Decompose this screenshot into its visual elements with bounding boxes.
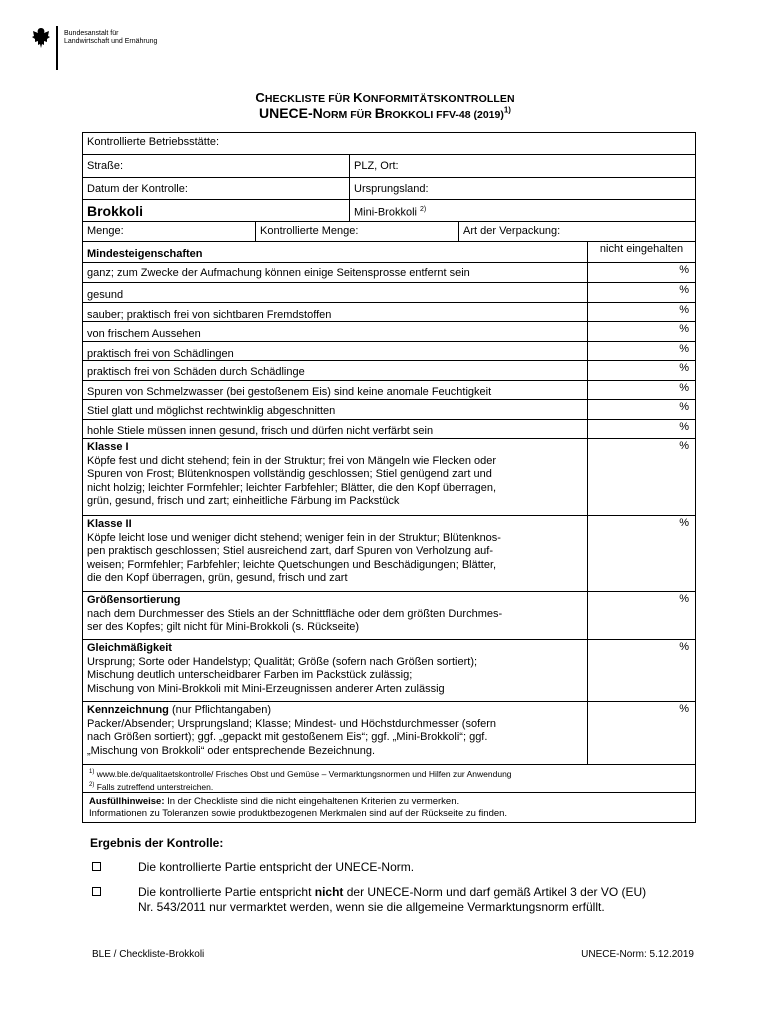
klasse1-row (83, 438, 695, 515)
klasse2-criteria: Klasse II Köpfe leicht lose und weniger dicht stehend; weniger fein in der Struktur; Blütenknos- pen praktisch geschlossen; Stiel ausreichend zart, darf Spuren von Verholzung auf- weisen; Formfehler; Farbfehler; leichte Quetschungen und Beschädigungen; Blätter, die den Kopf überragen, grün, gesund, frisch und zart (87, 518, 501, 585)
pct-field[interactable]: % (587, 381, 695, 399)
field-datum[interactable]: Datum der Kontrolle: (87, 183, 188, 195)
ausfuell-row (83, 792, 695, 822)
field-betriebsstaette[interactable]: Kontrollierte Betriebsstätte: (87, 136, 220, 148)
pct-field[interactable]: % (587, 516, 695, 591)
pct-field[interactable]: % (587, 303, 695, 321)
result-option-compliant (90, 860, 728, 875)
mindest-row (83, 380, 695, 399)
logo-divider (56, 26, 58, 70)
mindest-criterion: von frischem Aussehen (87, 328, 201, 340)
field-strasse[interactable]: Straße: (87, 160, 124, 172)
mindest-criterion: Stiel glatt und möglichst rechtwinklig abgeschnitten (87, 405, 336, 417)
mindest-criterion: gesund (87, 289, 124, 301)
mindest-row (83, 360, 695, 380)
row-produkt (83, 199, 695, 221)
mindest-criterion: praktisch frei von Schädlingen (87, 348, 234, 360)
pct-field[interactable]: % (587, 361, 695, 380)
pct-field[interactable]: % (587, 322, 695, 341)
kenn-row (83, 701, 695, 764)
pct-field[interactable]: % (587, 283, 695, 302)
mindest-heading: Mindesteigenschaften (87, 248, 203, 260)
field-menge[interactable]: Menge: (87, 225, 124, 237)
row-datum (83, 177, 695, 199)
klasse1-criteria: Klasse I Köpfe fest und dicht stehend; fein in der Struktur; frei von Mängeln wie Flecken oder Spuren von Frost; Blütenknospen vollständig geschlossen; Stiel genügend zart und nicht holzig; leichter Formfehler; leichter Farbfehler; Blätter, die den Kopf überragen, grün, gesund, frisch und zart; einheitliche Färbung im Packstück (87, 441, 497, 508)
field-verpackung[interactable]: Art der Verpackung: (458, 222, 695, 241)
gleich-row (83, 639, 695, 701)
mindest-criterion: hohle Stiele müssen innen gesund, frisch und dürfen nicht verfärbt sein (87, 425, 434, 437)
pct-field[interactable]: % (587, 640, 695, 701)
mindest-row (83, 302, 695, 321)
checklist-form (82, 132, 696, 823)
pct-field[interactable]: % (587, 592, 695, 639)
product-name: Brokkoli (87, 203, 144, 219)
nicht-eingehalten-header: nicht eingehalten (587, 242, 695, 262)
footnotes: $^{1)}$ www.ble.de/qualitaetskontrolle/ Frisches Obst und Gemüse – Vermarktungsnormen und Hilfen zur Anwendung $^{2)}$ Falls zutreffend unterstreichen. (89, 768, 512, 792)
result-section (90, 836, 728, 925)
gleich-criteria: Gleichmäßigkeit Ursprung; Sorte oder Handelstyp; Qualität; Größe (sofern nach Größen sortiert); Mischung deutlich unterscheidbarer Farben im Packstück zulässig; Mischung von Mini-Brokkoli mit Mini-Erzeugnissen anderer Arten zulässig (87, 642, 478, 695)
document-title-line2: UNECE-NORM FÜR BROKKOLI FFV-48 $(2019)^{1)}$ (259, 105, 511, 121)
org-name-line1: Bundesanstalt für (64, 30, 119, 37)
mindest-row (83, 399, 695, 419)
mindest-row (83, 282, 695, 302)
document-title-line1: CHECKLISTE FÜR KONFORMITÄTSKONTROLLEN (255, 90, 515, 105)
checkbox-noncompliant[interactable] (92, 887, 101, 896)
mindest-row (83, 419, 695, 438)
mindest-criterion: praktisch frei von Schäden durch Schädlinge (87, 366, 305, 378)
kenn-criteria: Kennzeichnung (nur Pflichtangaben) Packer/Absender; Ursprungsland; Klasse; Mindest- und Höchstdurchmesser (sofern nach Größen sortiert); ggf. „gepackt mit gestoßenem Eis“; ggf. „Mini-Brokkoli“; ggf. „Mischung von Brokkoli“ oder entsprechende Bezeichnung. (87, 704, 497, 757)
result-option-noncompliant: Die kontrollierte Partie entspricht nicht der UNECE-Norm und darf gemäß Artikel 3 der VO (EU) Nr. 543/2011 nur vermarktet werden, wenn sie die allgemeine Vermarktungsnorm erfüllt. (90, 885, 728, 915)
mindest-criterion: sauber; praktisch frei von sichtbaren Fremdstoffen (87, 309, 332, 321)
footer-right: UNECE-Norm: 5.12.2019 (581, 949, 694, 960)
pct-field[interactable]: % (587, 400, 695, 419)
result-heading: Ergebnis der Kontrolle: (90, 836, 224, 850)
field-kontrollierte-menge[interactable]: Kontrollierte Menge: (255, 222, 458, 241)
footer-left: BLE / Checkliste-Brokkoli (92, 949, 205, 960)
mindest-criterion: Spuren von Schmelzwasser (bei gestoßenem Eis) sind keine anomale Feuchtigkeit (87, 386, 492, 398)
row-mindest-heading (83, 241, 695, 262)
row-betriebsstaette (83, 133, 695, 154)
field-plz-ort[interactable]: PLZ, Ort: (349, 155, 695, 177)
mindest-row (83, 262, 695, 282)
federal-eagle-icon (30, 26, 52, 52)
pct-field[interactable]: % (587, 702, 695, 764)
mindest-criterion: ganz; zum Zwecke der Aufmachung können einige Seitensprosse entfernt sein (87, 267, 470, 279)
groesse-row (83, 591, 695, 639)
field-mini-brokkoli[interactable]: Mini-Brokkoli $^{2)}$ (349, 200, 695, 221)
pct-field[interactable]: % (587, 439, 695, 515)
groesse-criteria: Größensortierung nach dem Durchmesser des Stiels an der Schnittfläche oder dem größten Durchmes- ser des Kopfes; gilt nicht für Mini-Brokkoli (s. Rückseite) (87, 594, 503, 634)
row-menge (83, 221, 695, 241)
pct-field[interactable]: % (587, 263, 695, 282)
footnotes-row (83, 764, 695, 792)
mindest-row (83, 321, 695, 341)
result-option-label: Die kontrollierte Partie entspricht der UNECE-Norm. (138, 860, 415, 874)
ausfuell-hinweise: Ausfüllhinweise: In der Checkliste sind die nicht eingehaltenen Kriterien zu vermerken. Informationen zu Toleranzen sowie produktbezogenen Merkmalen sind auf der Rückseite zu finden. (89, 796, 508, 819)
row-strasse (83, 154, 695, 177)
pct-field[interactable]: % (587, 342, 695, 360)
klasse2-row (83, 515, 695, 591)
checkbox-compliant[interactable] (92, 862, 101, 871)
mindest-row (83, 341, 695, 360)
field-ursprungsland[interactable]: Ursprungsland: (349, 178, 695, 199)
org-name-line2: Landwirtschaft und Ernährung (64, 38, 158, 45)
pct-field[interactable]: % (587, 420, 695, 438)
